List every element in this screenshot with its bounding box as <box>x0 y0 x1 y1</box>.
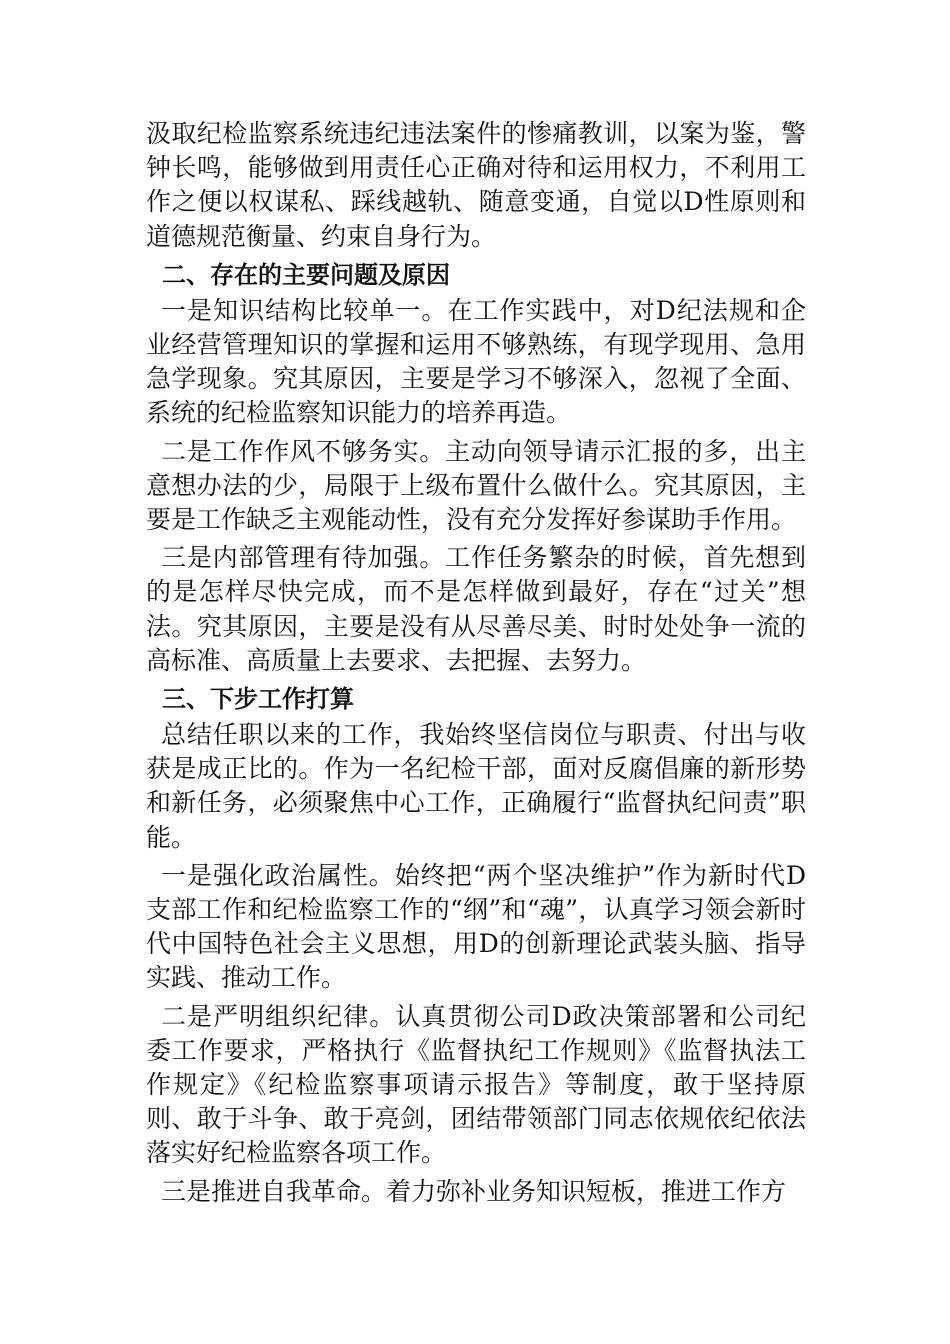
paragraph-plan-discipline: 二是严明组织纪律。认真贯彻公司D政决策部署和公司纪委工作要求，严格执行《监督执纪工作规则》《监督执法工作规定》《纪检监察事项请示报告》等制度，敢于坚持原则、敢于斗争、敢于亮剑，团结带领部门同志依规依纪依法落实好纪检监察各项工作。 <box>146 1001 806 1168</box>
paragraph-problem-management: 三是内部管理有待加强。工作任务繁杂的时候，首先想到的是怎样尽快完成，而不是怎样做到最好，存在“过关”想法。究其原因，主要是没有从尽善尽美、时时处处争一流的高标准、高质量上去要求、去把握、去努力。 <box>146 543 806 675</box>
paragraph-plan-summary: 总结任职以来的工作，我始终坚信岗位与职责、付出与收获是成正比的。作为一名纪检干部，面对反腐倡廉的新形势和新任务，必须聚焦中心工作，正确履行“监督执纪问责”职能。 <box>146 720 806 852</box>
section-heading-problems: 二、存在的主要问题及原因 <box>162 260 450 289</box>
section-heading-plans: 三、下步工作打算 <box>162 685 354 714</box>
document-body <box>146 117 806 1213</box>
paragraph-problem-knowledge: 一是知识结构比较单一。在工作实践中，对D纪法规和企业经营管理知识的掌握和运用不够熟练，有现学现用、急用急学现象。究其原因，主要是学习不够深入，忽视了全面、系统的纪检监察知识能力的培养再造。 <box>146 295 806 428</box>
paragraph-problem-style: 二是工作作风不够务实。主动向领导请示汇报的多，出主意想办法的少，局限于上级布置什么做什么。究其原因，主要是工作缺乏主观能动性，没有充分发挥好参谋助手作用。 <box>146 436 806 535</box>
paragraph-plan-revolution: 三是推进自我革命。着力弥补业务知识短板，推进工作方 <box>161 1176 787 1206</box>
paragraph-lessons: 汲取纪检监察系统违纪违法案件的惨痛教训，以案为鉴，警钟长鸣，能够做到用责任心正确对待和运用权力，不利用工作之便以权谋私、踩线越轨、随意变通，自觉以D性原则和道德规范衡量、约束自身行为。 <box>146 119 806 251</box>
paragraph-plan-political: 一是强化政治属性。始终把“两个坚决维护”作为新时代D支部工作和纪检监察工作的“纲”和“魂”，认真学习领会新时代中国特色社会主义思想，用D的创新理论武装头脑、指导实践、推动工作。 <box>146 860 806 993</box>
